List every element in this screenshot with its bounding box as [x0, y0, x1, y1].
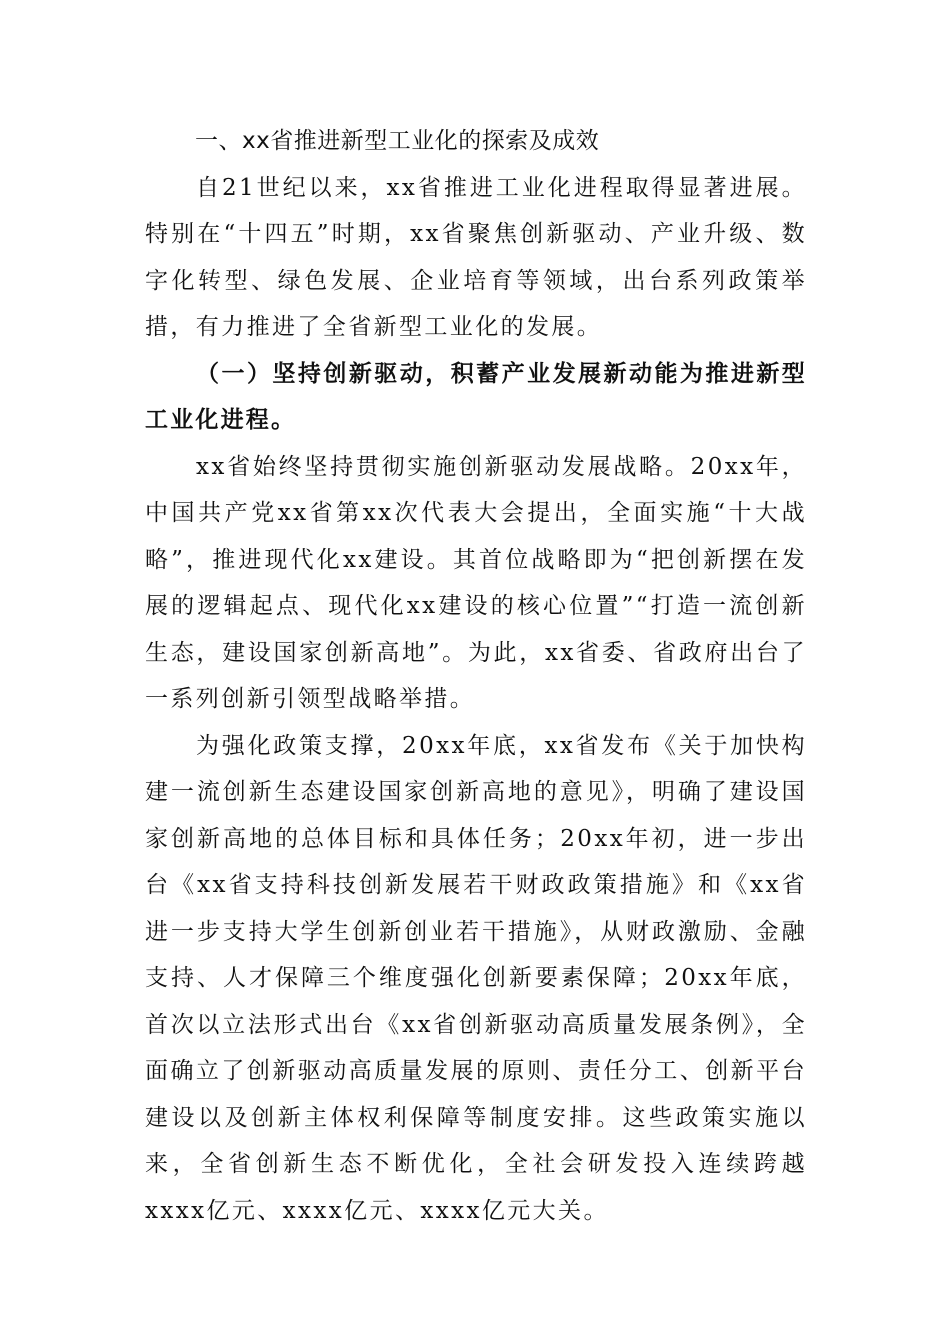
- policy-paragraph: 为强化政策支撑，20xx年底，xx省发布《关于加快构建一流创新生态建设国家创新高地的意见》，明确了建设国家创新高地的总体目标和具体任务；20xx年初，进一步出台《xx省支持科技创新发展若干财政政策措施》和《xx省进一步支持大学生创新创业若干措施》，从财政激励、金融支持、人才保障三个维度强化创新要素保障；20xx年底，首次以立法形式出台《xx省创新驱动高质量发展条例》，全面确立了创新驱动高质量发展的原则、责任分工、创新平台建设以及创新主体权利保障等制度安排。这些政策实施以来，全省创新生态不断优化，全社会研发投入连续跨越xxxx亿元、xxxx亿元、xxxx亿元大关。: [145, 732, 807, 1224]
- subsection-heading: （一）坚持创新驱动，积蓄产业发展新动能为推进新型工业化进程。: [145, 359, 807, 433]
- section-heading: 一、xx省推进新型工业化的探索及成效: [195, 128, 600, 154]
- intro-paragraph: 自21世纪以来，xx省推进工业化进程取得显著进展。特别在“十四五”时期，xx省聚焦创新驱动、产业升级、数字化转型、绿色发展、企业培育等领域，出台系列政策举措，有力推进了全省新型工业化的发展。: [145, 174, 807, 340]
- strategy-paragraph: xx省始终坚持贯彻实施创新驱动发展战略。20xx年，中国共产党xx省第xx次代表大会提出，全面实施“十大战略”，推进现代化xx建设。其首位战略即为“把创新摆在发展的逻辑起点、现代化xx建设的核心位置”“打造一流创新生态，建设国家创新高地”。为此，xx省委、省政府出台了一系列创新引领型战略举措。: [145, 453, 807, 712]
- document-body: [145, 118, 807, 1234]
